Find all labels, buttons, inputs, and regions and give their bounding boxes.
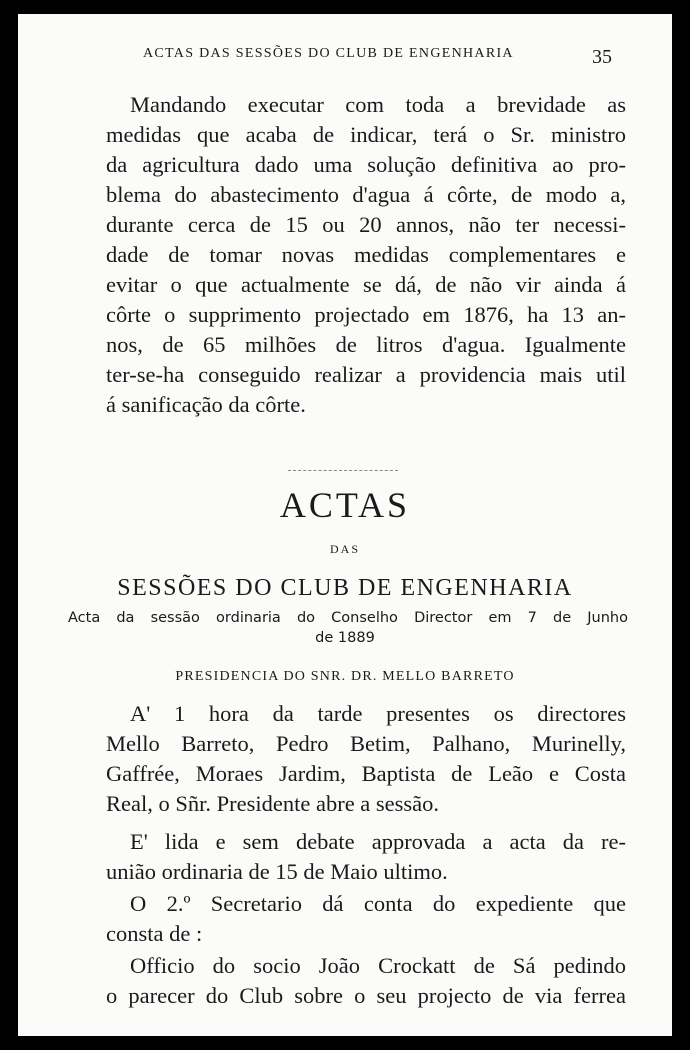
- text-line: medidas que acaba de indicar, terá o Sr. ministro: [106, 122, 626, 147]
- presidency-line: PRESIDENCIA DO SNR. DR. MELLO BARRETO: [175, 669, 515, 684]
- session-heading-line1: Acta da sessão ordinaria do Conselho Director em 7 de Junho: [68, 610, 628, 626]
- text-line: côrte o supprimento projectado em 1876, ha 13 an-: [106, 302, 626, 327]
- text-line: Officio do socio João Crockatt de Sá pedindo: [130, 953, 626, 978]
- text-line: blema do abastecimento d'agua á côrte, de modo a,: [106, 182, 626, 207]
- text-line: Mandando executar com toda a brevidade as: [130, 92, 626, 117]
- text-line: consta de :: [106, 921, 203, 946]
- text-line: E' lida e sem debate approvada a acta da re-: [130, 829, 626, 854]
- text-line: durante cerca de 15 ou 20 annos, não ter necessi-: [106, 212, 626, 237]
- text-line: Gaffrée, Moraes Jardim, Baptista de Leão e Costa: [106, 761, 626, 786]
- page-header: [18, 44, 672, 74]
- text-line: á sanificação da côrte.: [106, 392, 306, 417]
- text-line: Mello Barreto, Pedro Betim, Palhano, Murinelly,: [106, 731, 626, 756]
- section-title: ACTAS: [279, 485, 411, 525]
- text-line: Real, o Sñr. Presidente abre a sessão.: [106, 791, 440, 816]
- text-line: A' 1 hora da tarde presentes os directores: [130, 701, 626, 726]
- text-line: nos, de 65 milhões de litros d'agua. Igualmente: [106, 332, 626, 357]
- text-line: O 2.º Secretario dá conta do expediente que: [130, 891, 626, 916]
- text-line: união ordinaria de 15 de Maio ultimo.: [106, 859, 448, 884]
- text-line: ter-se-ha conseguido realizar a providencia mais util: [106, 362, 626, 387]
- section-subtitle: SESSÕES DO CLUB DE ENGENHARIA: [117, 575, 573, 601]
- section-divider: [288, 470, 398, 471]
- text-line: evitar o que actualmente se dá, de não vir ainda á: [106, 272, 626, 297]
- running-head: ACTAS DAS SESSÕES DO CLUB DE ENGENHARIA: [143, 46, 514, 61]
- text-line: da agricultura dado uma solução definitiva ao pro-: [106, 152, 626, 177]
- section-das: DAS: [329, 542, 360, 556]
- text-line: dade de tomar novas medidas complementares e: [106, 242, 626, 267]
- page-number: 35: [592, 46, 612, 68]
- book-page: [18, 14, 672, 1036]
- text-line: o parecer do Club sobre o seu projecto de via ferrea: [106, 983, 626, 1008]
- session-heading-line2: de 1889: [315, 630, 375, 646]
